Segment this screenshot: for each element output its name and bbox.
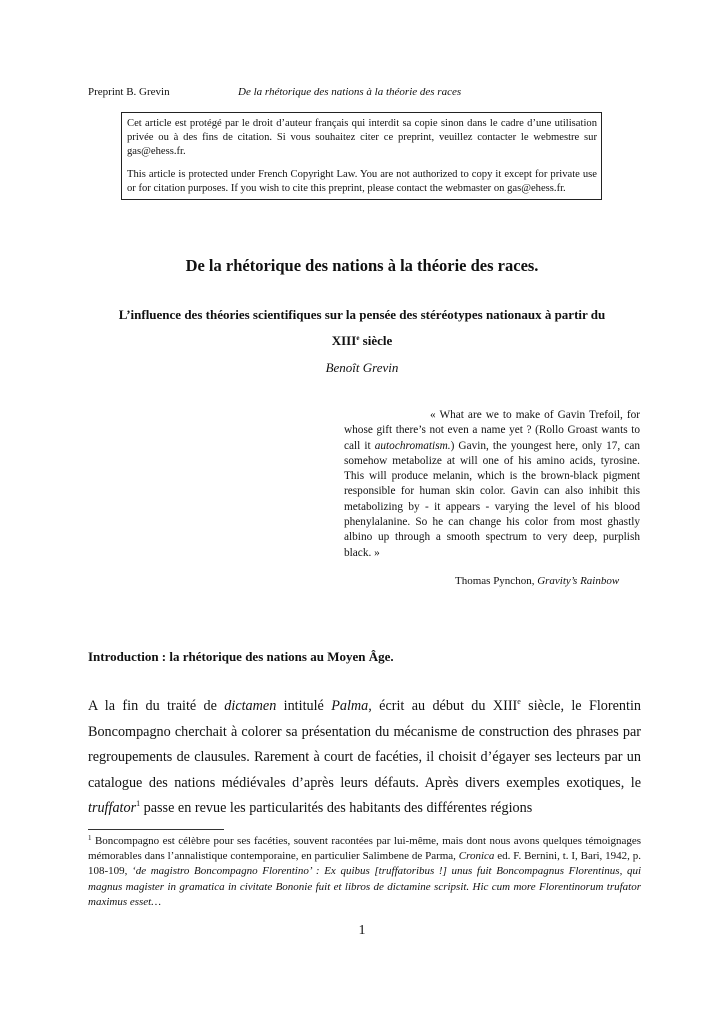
footnote-number: 1 [88,834,92,842]
attribution-author: Thomas Pynchon, [455,575,538,587]
subtitle-rest: siècle [359,333,393,348]
body-superscript: e [517,697,521,706]
body-italic-dictamen: dictamen [224,698,277,714]
footnote-italic-cronica: Cronica [458,850,495,863]
body-italic-palma: Palma [331,698,369,714]
body-text-segment: , écrit au début du XIII [368,698,518,714]
body-text-segment: passe en revue les particularités des habitants des différentes régions [140,800,533,817]
subtitle-line-1: L’influence des théories scientifiques sur la pensée des stéréotypes nationaux à partir du [118,307,606,322]
author-name: Benoît Grevin [325,360,399,375]
footnote-text-segment: Boncompagno est célèbre pour ses facéties, souvent racontées par lui-même, mais dont nous avons quelques témoignages mémorables dans l’annalistique contemporaine, en particulier Salimbene de Parma, [88,835,641,863]
footnote-separator [88,829,224,830]
body-text-segment: intitulé [276,698,332,714]
copyright-notice-box [121,112,602,200]
copyright-notice-en: This article is protected under French Copyright Law. You are not authorized to copy it except for private use or for citation purposes. If you wish to cite this preprint, please contact the webmaster on gas@ehess.fr. [127,169,597,194]
subtitle-century: XIII [331,333,357,348]
copyright-notice-fr: Cet article est protégé par le droit d’auteur français qui interdit sa copie sinon dans le cadre d’une utilisation privée ou à des fins de citation. Si vous souhaitez citer ce preprint, veuillez contacter le webmestre sur gas@ehess.fr. [127,118,597,157]
body-italic-truffator: truffator [88,800,137,817]
epigraph-part-2: ) Gavin, the youngest here, only 17, can somehow metabolize at will one of his amino acids, tyrosine. This will produce melanin, which is the brown-black pigment responsible for human skin color. Gavin can also inhibit this metabolizing by - it appears - varying the level of his blood phenylalanine. So he can change his color from most ghastly albino up through a smooth spectrum to very deep, purplish black. » [344,439,641,559]
article-title: De la rhétorique des nations à la théorie des races. [185,256,539,275]
epigraph-part-1: « What are we to make of Gavin Trefoil, for whose gift there’s not even a name yet ? (Rollo Groast wants to call it [344,409,640,452]
subtitle-century-sup: e [356,334,360,342]
subtitle-line-2 [0,333,724,349]
epigraph-italic: autochromatism. [374,439,451,452]
attribution-work: Gravity’s Rainbow [537,575,620,587]
footnote-italic-quote: ‘de magistro Boncompagno Florentino’ : Ex quibus [truffatoribus !] unus fuit Boncompagnus Florentinus, qui magnus magister in gramatica in civitate Bononie fuit et libros de dictamine scripsit. Hic cum more Florentinorum trufator maximus esset… [88,865,641,908]
body-paragraph [88,694,641,822]
running-head-title: De la rhétorique des nations à la théorie des races [238,86,462,98]
epigraph-attribution [455,575,619,587]
body-text-segment: A la fin du traité de [88,698,225,714]
footnote-reference[interactable]: 1 [136,799,141,809]
footnote [88,834,641,910]
body-text-segment: siècle, le Florentin Boncompagno cherchait à colorer sa présentation du mécanisme de construction des phrases par regroupements de clausules. Rarement à court de facéties, il choisit d’égayer ses lecteurs par un catalogue des nations médiévales d’après leurs défauts. Après divers exemples exotiques, le [88,698,641,791]
footnote-text-segment: ed. F. Bernini, t. I, Bari, 1942, p. 108-109, [88,850,641,878]
epigraph [344,408,640,561]
page-number: 1 [358,923,366,938]
section-heading: Introduction : la rhétorique des nations au Moyen Âge. [88,649,394,664]
running-head-author: Preprint B. Grevin [88,86,170,98]
